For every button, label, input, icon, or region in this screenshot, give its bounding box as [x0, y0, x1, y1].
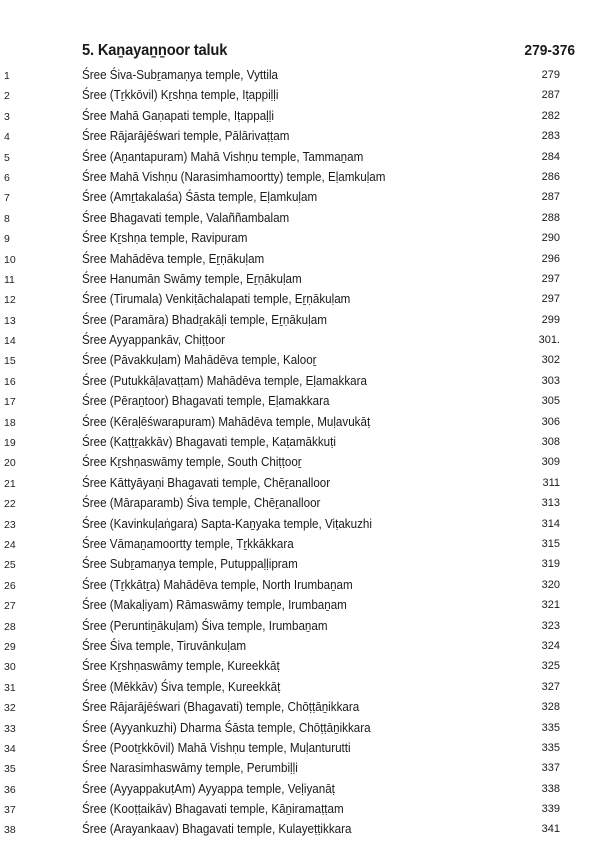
entry-title: Śree (Pēraṉtoor) Bhagavati temple, Eḷamakkara	[82, 394, 330, 409]
entry-number: 28	[4, 620, 16, 633]
entry-number: 2	[4, 90, 10, 103]
entry-title: Śree Rājarājēśwari (Bhagavati) temple, Chōṭṭāṉikkara	[82, 700, 360, 715]
entry-number: 32	[4, 702, 16, 715]
entry-page-number: 327	[541, 680, 560, 693]
entry-title: Śree Subṟamaṇya temple, Putuppaḷḷipram	[82, 557, 298, 572]
entry-page-number: 313	[541, 497, 560, 510]
entry-title: Śree Śiva temple, Tiruvānkuḷam	[82, 638, 247, 653]
entry-title: Śree (Ayyankuzhi) Dharma Śāsta temple, Chōṭṭāṉikkara	[82, 720, 371, 735]
list-item	[0, 555, 600, 575]
entry-title: Śree Mahā Gaṇapati temple, Iṭappaḷḷi	[82, 108, 274, 123]
entry-number: 36	[4, 783, 16, 796]
list-item	[0, 759, 600, 779]
entry-page-number: 306	[541, 415, 560, 428]
entry-title: Śree (Peruntiṉākuḷam) Śiva temple, Irumbaṉam	[82, 618, 328, 633]
list-item	[0, 250, 600, 270]
entry-page-number: 319	[541, 558, 560, 571]
list-item	[0, 535, 600, 555]
list-item	[0, 270, 600, 290]
entry-number: 16	[4, 375, 16, 388]
entry-number: 21	[4, 477, 16, 490]
entry-number: 27	[4, 600, 16, 613]
list-item	[0, 515, 600, 535]
list-item	[0, 209, 600, 229]
list-item	[0, 678, 600, 698]
entry-title: Śree Vāmaṉamoortty temple, Tṟkkākkara	[82, 536, 294, 551]
entry-title: Śree Śiva-Subṟamaṇya temple, Vyttila	[82, 68, 278, 82]
list-item	[0, 800, 600, 820]
list-item	[0, 433, 600, 453]
entry-page-number: 303	[541, 374, 560, 387]
list-item	[0, 188, 600, 208]
entry-title: Śree (Māraparamb) Śiva temple, Chēṟanalloor	[82, 496, 321, 511]
entry-page-number: 287	[541, 191, 560, 204]
list-item	[0, 596, 600, 616]
list-item	[0, 168, 600, 188]
list-item	[0, 86, 600, 106]
entry-page-number: 302	[541, 354, 560, 367]
entry-page-number: 324	[541, 639, 560, 652]
list-item	[0, 820, 600, 840]
list-item	[0, 311, 600, 331]
list-item	[0, 372, 600, 392]
entry-number: 4	[4, 131, 10, 144]
temple-list	[0, 66, 600, 841]
entry-page-number: 297	[541, 293, 560, 306]
entry-number: 18	[4, 416, 16, 429]
list-item	[0, 331, 600, 351]
list-item	[0, 351, 600, 371]
entry-number: 6	[4, 171, 10, 184]
entry-title: Śree (Kavinkuḷaṅgara) Sapta-Kaṉyaka temple, Viṭakuzhi	[82, 516, 372, 531]
list-item	[0, 127, 600, 147]
list-item	[0, 392, 600, 412]
entry-number: 1	[4, 70, 10, 82]
entry-page-number: 287	[541, 89, 560, 102]
entry-page-number: 339	[541, 803, 560, 816]
list-item	[0, 719, 600, 739]
entry-title: Śree Kāttyāyaṇi Bhagavati temple, Chēṟanalloor	[82, 475, 331, 490]
entry-number: 33	[4, 722, 16, 735]
list-item	[0, 453, 600, 473]
entry-page-number: 284	[541, 150, 560, 163]
entry-title: Śree (Tṟkkātṟa) Mahādēva temple, North Irumbaṉam	[82, 577, 353, 592]
entry-title: Śree (Kēraḷēśwarapuram) Mahādēva temple, Muḷavukāṭ	[82, 414, 371, 429]
entry-title: Śree Rājarājēśwari temple, Pālārivaṭṭam	[82, 129, 290, 144]
entry-title: Śree Narasimhaswāmy temple, Perumbiḷḷi	[82, 761, 298, 776]
entry-title: Śree Kṟshṇaswāmy temple, Kureekkāṭ	[82, 659, 280, 674]
entry-number: 10	[4, 253, 16, 266]
entry-title: Śree Hanumān Swāmy temple, Eṟṇākuḷam	[82, 271, 302, 286]
entry-page-number: 309	[541, 456, 560, 469]
entry-title: Śree (Tṟkkōvil) Kṟshṇa temple, Iṭappiḷḷi	[82, 88, 279, 103]
list-item	[0, 290, 600, 310]
list-item	[0, 229, 600, 249]
entry-title: Śree (Pāvakkuḷam) Mahādēva temple, Kalooṟ	[82, 353, 317, 368]
entry-title: Śree Ayyappankāv, Chiṭṭoor	[82, 333, 226, 348]
entry-title: Śree (Aṉantapuram) Mahā Vishṇu temple, Tammaṉam	[82, 149, 364, 164]
list-item	[0, 637, 600, 657]
list-item	[0, 576, 600, 596]
entry-page-number: 338	[541, 782, 560, 795]
entry-page-number: 315	[541, 537, 560, 550]
entry-number: 35	[4, 763, 16, 776]
entry-title: Śree (Tirumala) Venkiṭāchalapati temple, Eṟṇākuḷam	[82, 292, 351, 307]
entry-page-number: 341	[541, 823, 560, 836]
entry-title: Śree (Kaṭṭṟakkāv) Bhagavati temple, Kaṭamākkuṭi	[82, 435, 336, 450]
entry-title: Śree Mahā Vishṇu (Narasimhamoortty) temple, Eḷamkuḷam	[82, 169, 386, 184]
entry-page-number: 325	[541, 660, 560, 673]
entry-number: 24	[4, 538, 16, 551]
entry-page-number: 308	[541, 436, 560, 449]
entry-title: Śree (Amṟtakalaśa) Śāsta temple, Eḷamkuḷam	[82, 190, 318, 205]
entry-page-number: 279	[541, 69, 560, 81]
entry-page-number: 286	[541, 170, 560, 183]
entry-number: 22	[4, 498, 16, 511]
entry-title: Śree Bhagavati temple, Valaññambalam	[82, 210, 290, 225]
entry-title: Śree (Makaḷiyam) Rāmaswāmy temple, Irumbaṉam	[82, 598, 347, 613]
entry-page-number: 299	[541, 313, 560, 326]
entry-title: Śree (Mēkkāv) Śiva temple, Kureekkāṭ	[82, 679, 281, 694]
entry-title: Śree (Putukkāḷavaṭṭam) Mahādēva temple, Eḷamakkara	[82, 373, 367, 388]
entry-number: 3	[4, 110, 10, 123]
entry-number: 19	[4, 437, 16, 450]
list-item	[0, 780, 600, 800]
entry-page-number: 323	[541, 619, 560, 632]
entry-number: 17	[4, 396, 16, 409]
entry-title: Śree (AyyappakuṭAm) Ayyappa temple, Veḷiyanāṭ	[82, 781, 335, 796]
list-item	[0, 617, 600, 637]
entry-number: 37	[4, 804, 16, 817]
list-item	[0, 107, 600, 127]
entry-page-number: 296	[541, 252, 560, 265]
entry-number: 12	[4, 294, 16, 307]
entry-page-number: 288	[541, 211, 560, 224]
entry-number: 30	[4, 661, 16, 674]
list-item	[0, 474, 600, 494]
entry-number: 25	[4, 559, 16, 572]
list-item	[0, 657, 600, 677]
entry-title: Śree (Paramāra) Bhadṟakāḷi temple, Eṟṇākuḷam	[82, 312, 327, 327]
section-header	[0, 38, 600, 68]
entry-page-number: 283	[541, 130, 560, 143]
section-title: 5. Kaṉayaṉṉoor taluk	[82, 42, 228, 59]
entry-number: 23	[4, 518, 16, 531]
entry-page-number: 297	[541, 272, 560, 285]
entry-title: Śree (Kooṭṭaikāv) Bhagavati temple, Kāṉiramaṭṭam	[82, 802, 344, 817]
list-item	[0, 66, 600, 86]
entry-number: 9	[4, 233, 10, 246]
entry-title: Śree (Arayankaav) Bhagavati temple, Kulayeṭṭikkara	[82, 822, 352, 837]
entry-title: Śree Kṟshṇaswāmy temple, South Chiṭṭooṟ	[82, 455, 302, 470]
entry-number: 31	[4, 681, 16, 694]
entry-number: 11	[4, 273, 15, 286]
entry-number: 13	[4, 314, 16, 327]
entry-page-number: 335	[541, 721, 560, 734]
entry-number: 7	[4, 192, 10, 205]
list-item	[0, 698, 600, 718]
entry-page-number: 311	[542, 476, 560, 489]
list-item	[0, 148, 600, 168]
entry-number: 26	[4, 579, 16, 592]
entry-number: 20	[4, 457, 16, 470]
entry-number: 8	[4, 212, 10, 225]
entry-number: 34	[4, 742, 16, 755]
entry-page-number: 321	[541, 599, 560, 612]
list-item	[0, 494, 600, 514]
entry-number: 5	[4, 151, 10, 164]
entry-page-number: 328	[541, 701, 560, 714]
section-page-range: 279-376	[524, 42, 575, 59]
entry-page-number: 320	[541, 578, 560, 591]
entry-page-number: 337	[541, 762, 560, 775]
entry-page-number: 335	[541, 741, 560, 754]
entry-page-number: 282	[541, 109, 560, 122]
entry-page-number: 305	[541, 395, 560, 408]
entry-number: 15	[4, 355, 16, 368]
entry-page-number: 314	[541, 517, 560, 530]
list-item	[0, 739, 600, 759]
entry-page-number: 301.	[538, 334, 560, 347]
entry-number: 38	[4, 824, 16, 837]
entry-title: Śree Kṟshṇa temple, Ravipuram	[82, 231, 248, 246]
entry-title: Śree Mahādēva temple, Eṟṇākuḷam	[82, 251, 265, 266]
entry-number: 14	[4, 335, 16, 348]
entry-title: Śree (Pootṟkkōvil) Mahā Vishṇu temple, Muḷanturutti	[82, 740, 351, 755]
entry-page-number: 290	[541, 232, 560, 245]
list-item	[0, 413, 600, 433]
entry-number: 29	[4, 640, 16, 653]
